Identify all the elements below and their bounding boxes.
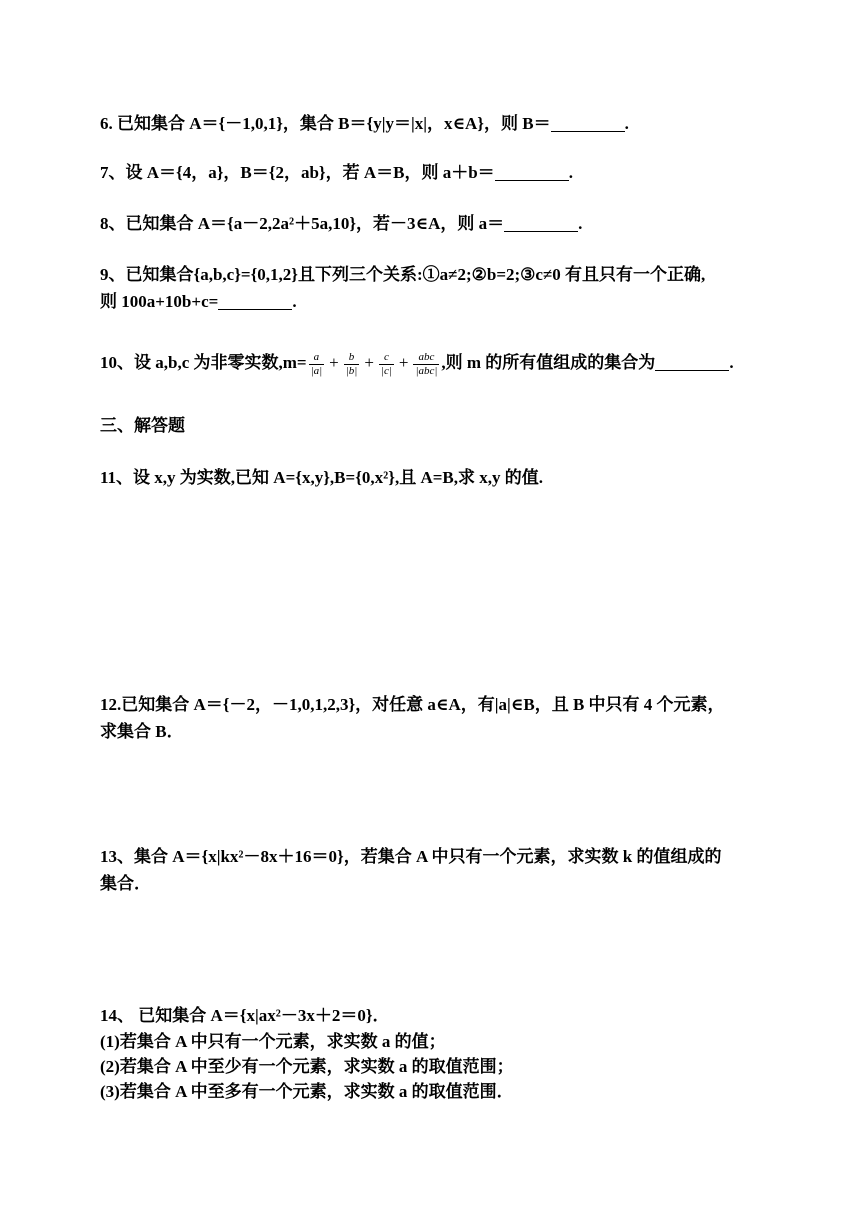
question-12-line-1	[100, 691, 790, 719]
question-14-part-3	[100, 1078, 790, 1106]
question-6: 6. 已知集合 A＝{－1,0,1}，集合 B＝{y|y＝|x|，x∈A}，则 B＝ .	[100, 114, 629, 133]
section-heading-3	[100, 412, 790, 440]
answer-blank	[495, 162, 569, 181]
answer-blank	[504, 213, 578, 232]
question-14-part-1	[100, 1028, 790, 1056]
question-12-text-2: 求集合 B．	[100, 722, 184, 741]
question-12-text: 12.已知集合 A＝{－2，－1,0,1,2,3}，对任意 a∈A，有|a|∈B，且 B 中只有 4 个元素，	[100, 695, 725, 714]
question-7: 7、设 A＝{4，a}，B＝{2，ab}，若 A＝B，则 a＋b＝ .	[100, 163, 573, 182]
question-13-line-1	[100, 843, 790, 871]
question-14-part-text: (1)若集合 A 中只有一个元素，求实数 a 的值；	[100, 1032, 446, 1051]
question-14-part-text: (2)若集合 A 中至少有一个元素，求实数 a 的取值范围；	[100, 1057, 514, 1076]
fraction-abc: $\frac{\text{abc}}{\text{|abc|}}$	[415, 350, 438, 377]
question-11-text: 11、设 x,y 为实数,已知 A={x,y},B={0,x²},且 A=B,求 x,y 的值.	[100, 468, 543, 487]
question-11	[100, 464, 790, 492]
question-9-line-1	[100, 261, 790, 289]
question-8-text: 8、已知集合 A＝{a－2,2a²＋5a,10}，若－3∈A，则 a＝	[100, 214, 505, 233]
question-10: 10、设 a,b,c 为非零实数,m= $\frac{a}{|a|}$ + $\frac{b}{|b|}$ + $\frac{c}{|c|}$ + $\frac{\text{abc}}{\text{|abc|}}$ ,则 m 的所有值组成的集合为 .	[100, 350, 734, 377]
question-13-text-2: 集合．	[100, 874, 151, 893]
question-8: 8、已知集合 A＝{a－2,2a²＋5a,10}，若－3∈A，则 a＝ .	[100, 214, 583, 233]
fraction-c: $\frac{c}{|c|}$	[380, 350, 392, 377]
answer-blank	[655, 352, 729, 371]
question-14-part-2	[100, 1053, 790, 1081]
fraction-b: $\frac{b}{|b|}$	[345, 350, 358, 377]
question-7-text: 7、设 A＝{4，a}，B＝{2，ab}，若 A＝B，则 a＋b＝	[100, 163, 495, 182]
question-13-text: 13、集合 A＝{x|kx²－8x＋16＝0}，若集合 A 中只有一个元素，求实数 k 的值组成的	[100, 847, 722, 866]
question-9-line-2: 则 100a+10b+c= .	[100, 292, 297, 311]
question-13-line-2	[100, 870, 790, 898]
section-title: 三、解答题	[100, 416, 185, 435]
question-6-text: 6. 已知集合 A＝{－1,0,1}，集合 B＝{y|y＝|x|，x∈A}，则 B＝	[100, 114, 551, 133]
question-14-title	[100, 1002, 790, 1030]
question-10-suffix: ,则 m 的所有值组成的集合为	[441, 353, 656, 372]
question-12-line-2	[100, 718, 790, 746]
fraction-a: $\frac{a}{|a|}$	[310, 350, 323, 377]
question-10-prefix: 10、设 a,b,c 为非零实数,m=	[100, 353, 307, 372]
question-9-text: 9、已知集合{a,b,c}={0,1,2}且下列三个关系:①a≠2;②b=2;③c≠0 有且只有一个正确,	[100, 265, 706, 284]
answer-blank	[551, 113, 625, 132]
question-9-text-2: 则 100a+10b+c=	[100, 292, 219, 311]
question-14-part-text: (3)若集合 A 中至多有一个元素，求实数 a 的取值范围．	[100, 1082, 514, 1101]
answer-blank	[218, 291, 292, 310]
question-14-text: 14、 已知集合 A＝{x|ax²－3x＋2＝0}．	[100, 1006, 390, 1025]
